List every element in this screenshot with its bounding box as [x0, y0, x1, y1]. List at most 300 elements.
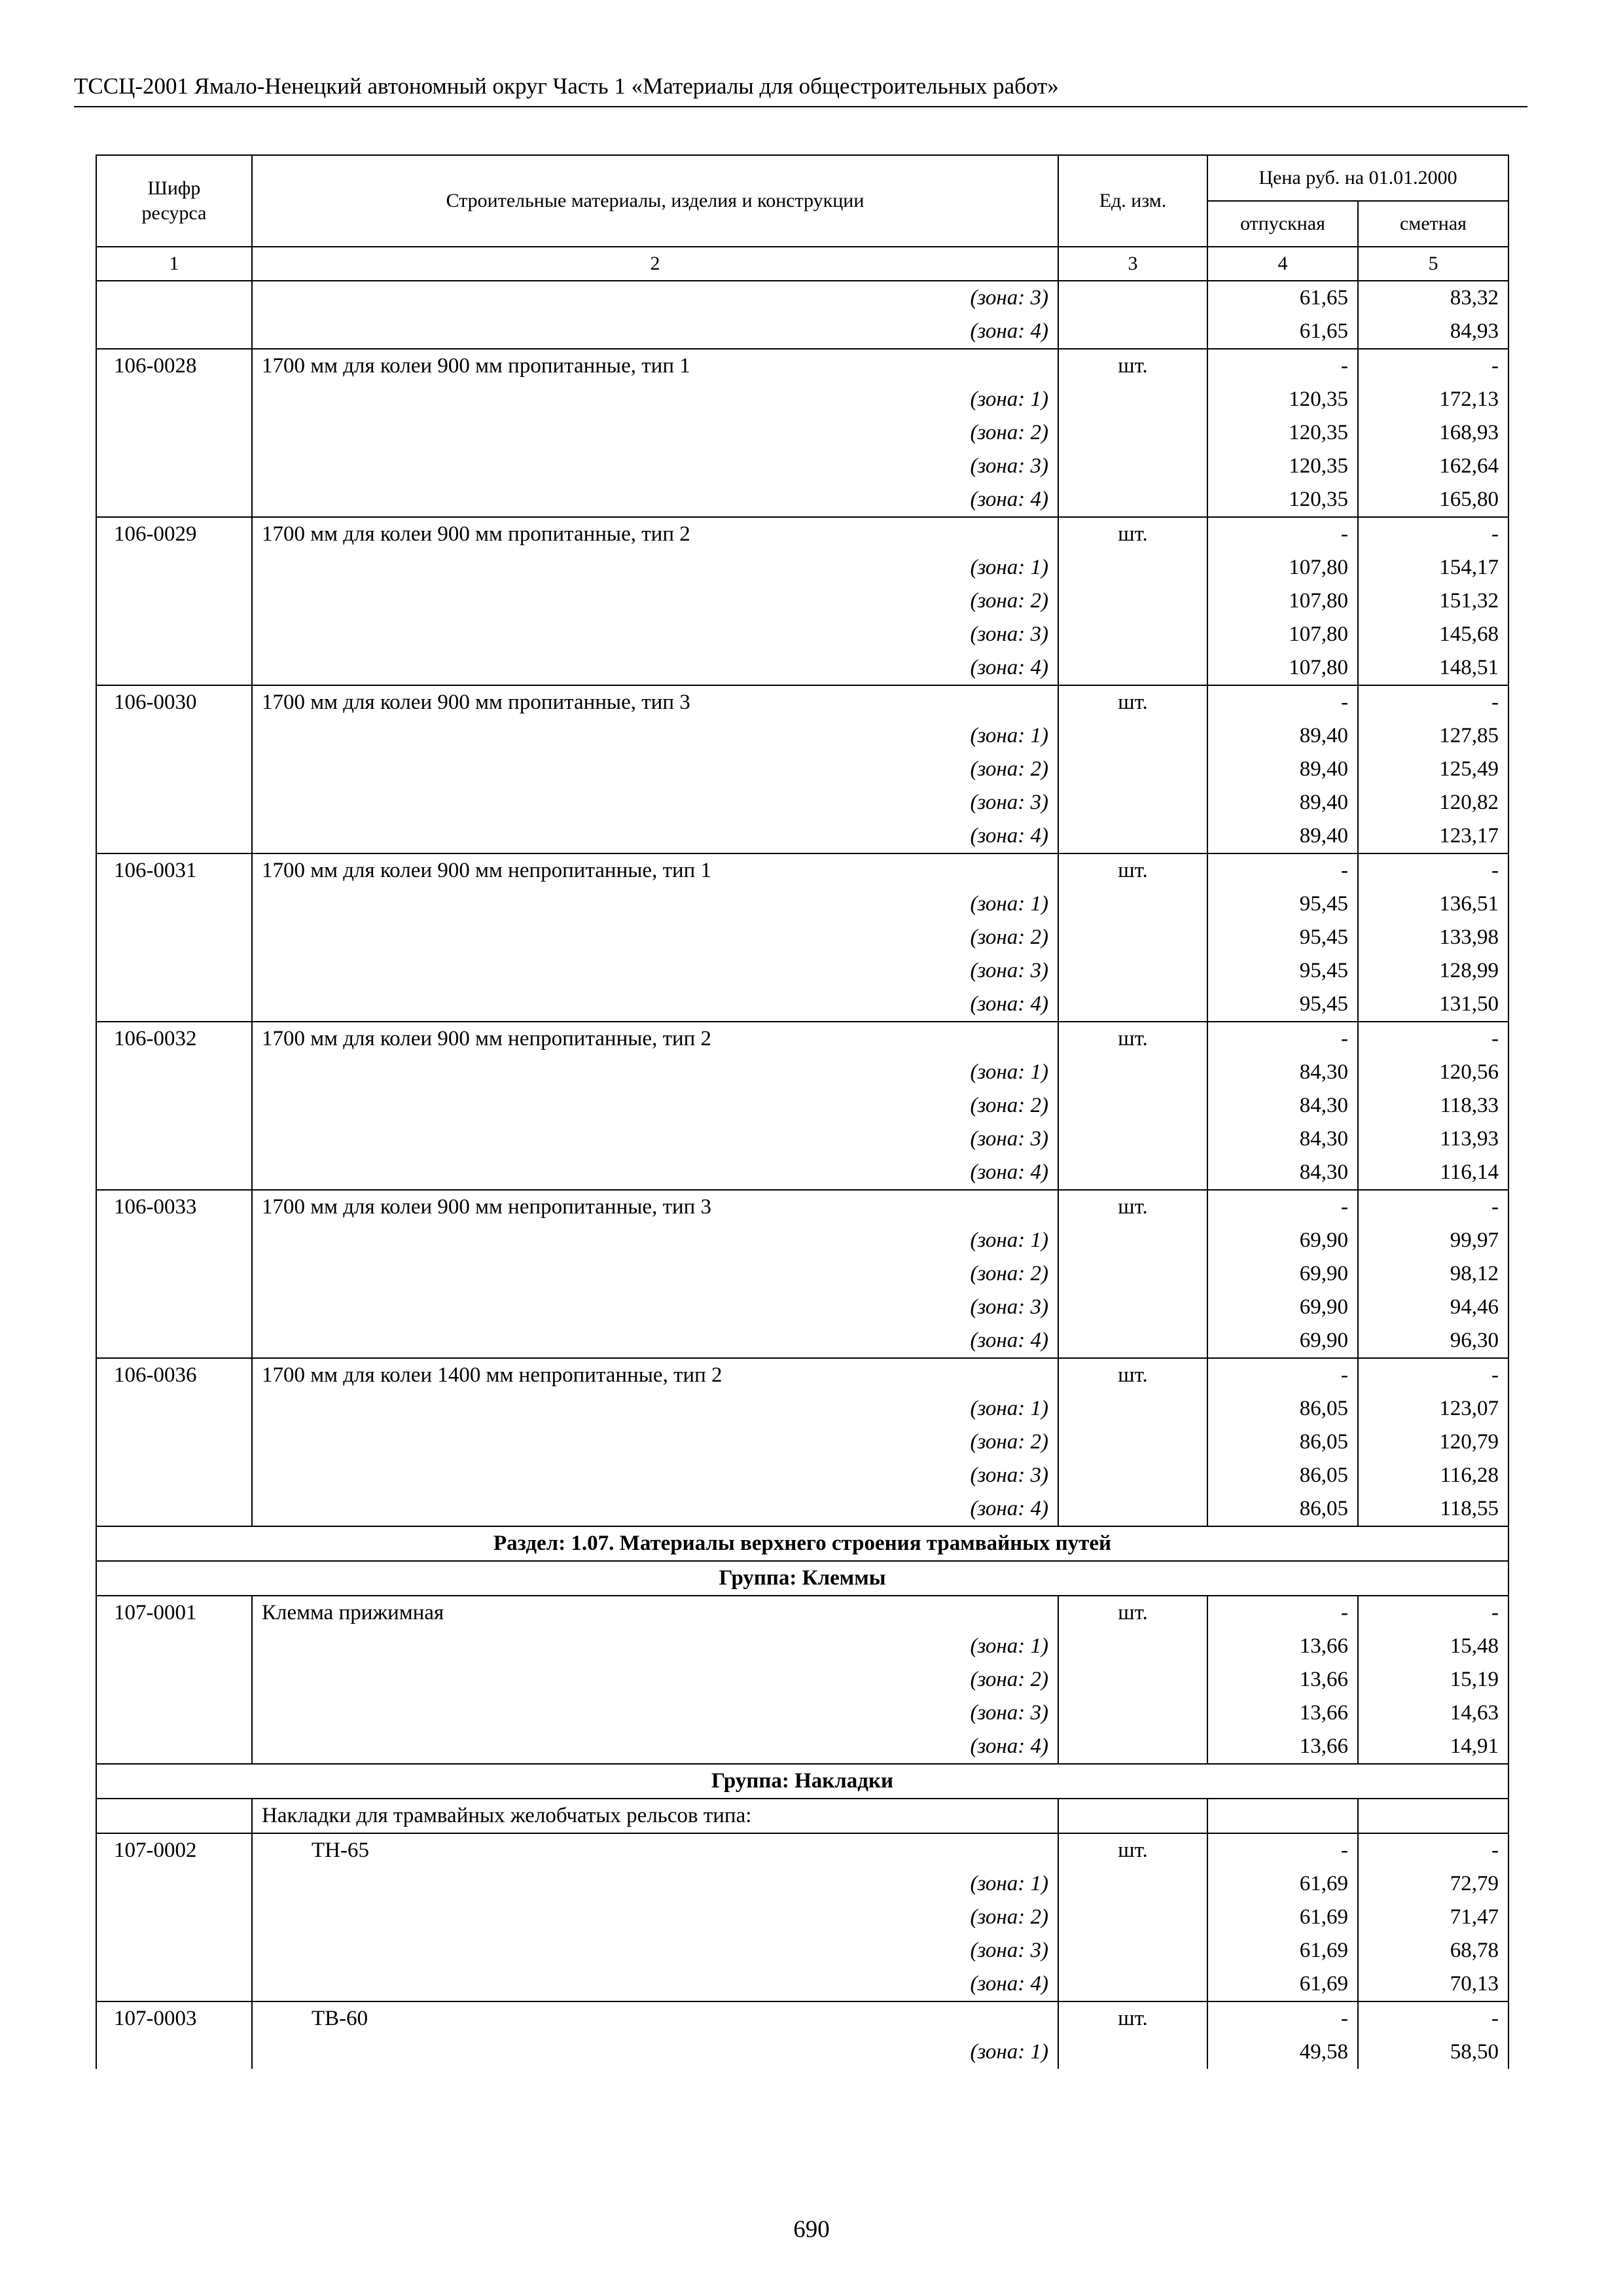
cell-name: 1700 мм для колеи 900 мм пропитанные, тип 1 — [252, 349, 1058, 383]
zone-row — [96, 1630, 1508, 1663]
cell-estimate: 123,07 — [1358, 1392, 1508, 1426]
cell-estimate: 68,78 — [1358, 1934, 1508, 1967]
cell-zone: (зона: 4) — [252, 315, 1058, 349]
cell-zone: (зона: 4) — [252, 1324, 1058, 1358]
zone-row — [96, 618, 1508, 651]
cell-name: ТН-65 — [252, 1833, 1058, 1867]
section-heading-row — [96, 1526, 1508, 1561]
cell-code — [96, 1696, 252, 1730]
zone-row — [96, 1056, 1508, 1089]
cell-unit — [1058, 383, 1207, 416]
cell-zone: (зона: 4) — [252, 1967, 1058, 2001]
zone-row — [96, 921, 1508, 954]
cell-code — [96, 1089, 252, 1122]
cell-unit — [1058, 618, 1207, 651]
cell-estimate: 151,32 — [1358, 584, 1508, 618]
cell-code — [96, 753, 252, 786]
cell-code — [96, 584, 252, 618]
cell-name: 1700 мм для колеи 900 мм непропитанные, тип 1 — [252, 853, 1058, 888]
cell-unit: шт. — [1058, 2001, 1207, 2036]
cell-estimate: 162,64 — [1358, 450, 1508, 483]
cell-code — [96, 1967, 252, 2001]
zone-row — [96, 1967, 1508, 2001]
cell-unit — [1058, 1492, 1207, 1526]
cell-zone: (зона: 2) — [252, 1901, 1058, 1934]
cell-zone: (зона: 3) — [252, 786, 1058, 819]
cell-release: 120,35 — [1207, 450, 1358, 483]
cell-unit — [1058, 1324, 1207, 1358]
cell-estimate: - — [1358, 1358, 1508, 1392]
cell-estimate — [1358, 1799, 1508, 1833]
cell-release: 89,40 — [1207, 819, 1358, 853]
cell-code — [96, 1291, 252, 1324]
cell-release: - — [1207, 1833, 1358, 1867]
cell-zone: (зона: 2) — [252, 416, 1058, 450]
cell-zone: (зона: 1) — [252, 383, 1058, 416]
zone-row — [96, 2036, 1508, 2069]
cell-unit: шт. — [1058, 853, 1207, 888]
cell-code: 106-0031 — [96, 853, 252, 888]
cell-name: 1700 мм для колеи 900 мм непропитанные, тип 3 — [252, 1190, 1058, 1224]
cell-estimate: - — [1358, 1833, 1508, 1867]
cell-release: - — [1207, 853, 1358, 888]
cell-unit: шт. — [1058, 1833, 1207, 1867]
cell-estimate: 120,82 — [1358, 786, 1508, 819]
cell-release: 84,30 — [1207, 1122, 1358, 1156]
cell-zone: (зона: 4) — [252, 819, 1058, 853]
cell-unit — [1058, 483, 1207, 517]
cell-release: 86,05 — [1207, 1459, 1358, 1492]
zone-row — [96, 450, 1508, 483]
cell-release: 95,45 — [1207, 988, 1358, 1022]
cell-unit — [1058, 921, 1207, 954]
cell-unit — [1058, 1156, 1207, 1190]
cell-zone: (зона: 3) — [252, 1696, 1058, 1730]
zone-row — [96, 281, 1508, 315]
zone-row — [96, 819, 1508, 853]
zone-row — [96, 416, 1508, 450]
cell-unit — [1058, 988, 1207, 1022]
cell-estimate: - — [1358, 685, 1508, 719]
cell-estimate: 154,17 — [1358, 551, 1508, 584]
cell-release: 89,40 — [1207, 719, 1358, 753]
cell-code — [96, 1799, 252, 1833]
zone-row — [96, 1122, 1508, 1156]
cell-unit: шт. — [1058, 685, 1207, 719]
cell-unit: шт. — [1058, 1022, 1207, 1056]
cell-release: 107,80 — [1207, 551, 1358, 584]
cell-zone: (зона: 4) — [252, 988, 1058, 1022]
zone-row — [96, 1867, 1508, 1901]
cell-note: Накладки для трамвайных желобчатых рельсов типа: — [252, 1799, 1058, 1833]
cell-unit — [1058, 1967, 1207, 2001]
cell-name: 1700 мм для колеи 900 мм пропитанные, тип 2 — [252, 517, 1058, 551]
cell-unit — [1058, 1696, 1207, 1730]
cell-release: 61,69 — [1207, 1901, 1358, 1934]
cell-zone: (зона: 2) — [252, 753, 1058, 786]
cell-release: 61,69 — [1207, 1967, 1358, 2001]
cell-code — [96, 921, 252, 954]
col-header-price: Цена руб. на 01.01.2000 — [1207, 155, 1508, 201]
cell-release: 69,90 — [1207, 1224, 1358, 1257]
cell-estimate: 14,91 — [1358, 1730, 1508, 1764]
col-header-release: отпускная — [1207, 201, 1358, 247]
cell-estimate: 128,99 — [1358, 954, 1508, 988]
cell-estimate: - — [1358, 517, 1508, 551]
cell-zone: (зона: 2) — [252, 921, 1058, 954]
cell-code — [96, 888, 252, 921]
cell-release: 13,66 — [1207, 1630, 1358, 1663]
cell-release: 89,40 — [1207, 753, 1358, 786]
cell-estimate: 84,93 — [1358, 315, 1508, 349]
cell-code — [96, 416, 252, 450]
note-row — [96, 1799, 1508, 1833]
table-row — [96, 517, 1508, 551]
cell-zone: (зона: 2) — [252, 1089, 1058, 1122]
cell-release: 61,65 — [1207, 281, 1358, 315]
table-row — [96, 1596, 1508, 1630]
cell-unit: шт. — [1058, 1596, 1207, 1630]
cell-estimate: 14,63 — [1358, 1696, 1508, 1730]
cell-zone: (зона: 1) — [252, 1867, 1058, 1901]
col-header-code: Шифр ресурса — [96, 155, 252, 247]
zone-row — [96, 719, 1508, 753]
cell-estimate: - — [1358, 1022, 1508, 1056]
cell-estimate: 58,50 — [1358, 2036, 1508, 2069]
cell-unit — [1058, 1630, 1207, 1663]
zone-row — [96, 1934, 1508, 1967]
table-row — [96, 1022, 1508, 1056]
cell-code — [96, 1426, 252, 1459]
zone-row — [96, 1459, 1508, 1492]
cell-release: - — [1207, 1022, 1358, 1056]
cell-zone: (зона: 3) — [252, 1934, 1058, 1967]
cell-zone: (зона: 1) — [252, 2036, 1058, 2069]
cell-unit — [1058, 1867, 1207, 1901]
cell-release: 61,65 — [1207, 315, 1358, 349]
cell-unit — [1058, 315, 1207, 349]
cell-unit — [1058, 1224, 1207, 1257]
cell-code — [96, 551, 252, 584]
cell-estimate: 83,32 — [1358, 281, 1508, 315]
zone-row — [96, 753, 1508, 786]
table-row — [96, 1358, 1508, 1392]
cell-code — [96, 1459, 252, 1492]
cell-unit — [1058, 1730, 1207, 1764]
cell-code — [96, 483, 252, 517]
cell-name: Клемма прижимная — [252, 1596, 1058, 1630]
cell-code — [96, 1492, 252, 1526]
cell-code: 107-0001 — [96, 1596, 252, 1630]
cell-unit — [1058, 1089, 1207, 1122]
cell-release: 120,35 — [1207, 483, 1358, 517]
cell-release: 107,80 — [1207, 651, 1358, 685]
price-table — [96, 154, 1509, 2069]
cell-release: 69,90 — [1207, 1324, 1358, 1358]
cell-zone: (зона: 3) — [252, 281, 1058, 315]
cell-estimate: 98,12 — [1358, 1257, 1508, 1291]
col-header-estimate: сметная — [1358, 201, 1508, 247]
zone-row — [96, 1901, 1508, 1934]
cell-release: 120,35 — [1207, 383, 1358, 416]
cell-release: 61,69 — [1207, 1867, 1358, 1901]
cell-release: 84,30 — [1207, 1156, 1358, 1190]
zone-row — [96, 888, 1508, 921]
cell-zone: (зона: 4) — [252, 483, 1058, 517]
cell-release: 86,05 — [1207, 1492, 1358, 1526]
cell-code — [96, 1663, 252, 1696]
cell-code — [96, 954, 252, 988]
cell-unit — [1058, 1426, 1207, 1459]
cell-zone: (зона: 3) — [252, 1291, 1058, 1324]
cell-zone: (зона: 4) — [252, 651, 1058, 685]
cell-code — [96, 1867, 252, 1901]
cell-estimate: 99,97 — [1358, 1224, 1508, 1257]
cell-unit — [1058, 1392, 1207, 1426]
zone-row — [96, 1291, 1508, 1324]
cell-code — [96, 1056, 252, 1089]
cell-zone: (зона: 3) — [252, 954, 1058, 988]
table-row — [96, 349, 1508, 383]
cell-unit — [1058, 584, 1207, 618]
cell-unit — [1058, 2036, 1207, 2069]
cell-unit — [1058, 1257, 1207, 1291]
cell-unit: шт. — [1058, 517, 1207, 551]
cell-release: 13,66 — [1207, 1663, 1358, 1696]
cell-code: 106-0028 — [96, 349, 252, 383]
cell-code — [96, 1901, 252, 1934]
cell-code: 107-0003 — [96, 2001, 252, 2036]
cell-code — [96, 450, 252, 483]
group-heading: Группа: Клеммы — [96, 1561, 1508, 1596]
cell-code: 106-0030 — [96, 685, 252, 719]
cell-release: 69,90 — [1207, 1291, 1358, 1324]
cell-unit — [1058, 1901, 1207, 1934]
cell-release: 107,80 — [1207, 584, 1358, 618]
table-row — [96, 685, 1508, 719]
cell-estimate: 96,30 — [1358, 1324, 1508, 1358]
cell-estimate: 168,93 — [1358, 416, 1508, 450]
cell-code — [96, 1730, 252, 1764]
zone-row — [96, 483, 1508, 517]
cell-zone: (зона: 4) — [252, 1156, 1058, 1190]
cell-code — [96, 618, 252, 651]
cell-zone: (зона: 3) — [252, 1122, 1058, 1156]
col-num-4: 4 — [1207, 247, 1358, 281]
cell-code — [96, 315, 252, 349]
cell-estimate: 70,13 — [1358, 1967, 1508, 2001]
cell-zone: (зона: 3) — [252, 450, 1058, 483]
cell-unit — [1058, 753, 1207, 786]
cell-estimate: 123,17 — [1358, 819, 1508, 853]
table-body — [96, 281, 1508, 2069]
cell-estimate: - — [1358, 349, 1508, 383]
cell-unit: шт. — [1058, 1190, 1207, 1224]
cell-unit — [1058, 450, 1207, 483]
group-heading: Группа: Накладки — [96, 1764, 1508, 1799]
cell-code — [96, 1224, 252, 1257]
group-heading-row — [96, 1764, 1508, 1799]
cell-zone: (зона: 1) — [252, 1392, 1058, 1426]
cell-estimate: 72,79 — [1358, 1867, 1508, 1901]
cell-release: 120,35 — [1207, 416, 1358, 450]
cell-zone: (зона: 4) — [252, 1730, 1058, 1764]
cell-name: 1700 мм для колеи 900 мм пропитанные, тип 3 — [252, 685, 1058, 719]
cell-zone: (зона: 4) — [252, 1492, 1058, 1526]
cell-zone: (зона: 2) — [252, 1257, 1058, 1291]
cell-code — [96, 786, 252, 819]
cell-zone: (зона: 2) — [252, 1426, 1058, 1459]
zone-row — [96, 1392, 1508, 1426]
cell-code — [96, 383, 252, 416]
cell-release: 95,45 — [1207, 954, 1358, 988]
cell-name: 1700 мм для колеи 900 мм непропитанные, тип 2 — [252, 1022, 1058, 1056]
cell-code — [96, 1934, 252, 1967]
cell-estimate: - — [1358, 1596, 1508, 1630]
cell-estimate: 15,48 — [1358, 1630, 1508, 1663]
zone-row — [96, 1324, 1508, 1358]
col-num-2: 2 — [252, 247, 1058, 281]
zone-row — [96, 1089, 1508, 1122]
cell-estimate: 116,14 — [1358, 1156, 1508, 1190]
cell-release: 84,30 — [1207, 1089, 1358, 1122]
cell-code — [96, 281, 252, 315]
section-heading: Раздел: 1.07. Материалы верхнего строения трамвайных путей — [96, 1526, 1508, 1561]
cell-estimate: 133,98 — [1358, 921, 1508, 954]
cell-estimate: 116,28 — [1358, 1459, 1508, 1492]
cell-release: - — [1207, 1596, 1358, 1630]
cell-estimate: 120,79 — [1358, 1426, 1508, 1459]
cell-estimate: 94,46 — [1358, 1291, 1508, 1324]
cell-release: 89,40 — [1207, 786, 1358, 819]
cell-code — [96, 1630, 252, 1663]
col-header-name: Строительные материалы, изделия и конструкции — [252, 155, 1058, 247]
cell-unit — [1058, 719, 1207, 753]
cell-unit — [1058, 281, 1207, 315]
cell-release: - — [1207, 685, 1358, 719]
cell-unit — [1058, 888, 1207, 921]
cell-estimate: 148,51 — [1358, 651, 1508, 685]
col-header-unit: Ед. изм. — [1058, 155, 1207, 247]
zone-row — [96, 315, 1508, 349]
zone-row — [96, 988, 1508, 1022]
cell-unit — [1058, 786, 1207, 819]
cell-code — [96, 819, 252, 853]
cell-unit — [1058, 416, 1207, 450]
cell-release: 69,90 — [1207, 1257, 1358, 1291]
running-header: ТССЦ-2001 Ямало-Ненецкий автономный округ Часть 1 «Материалы для общестроительных работ» — [74, 73, 1059, 99]
cell-estimate: 136,51 — [1358, 888, 1508, 921]
cell-zone: (зона: 3) — [252, 1459, 1058, 1492]
cell-release: 95,45 — [1207, 888, 1358, 921]
cell-zone: (зона: 3) — [252, 618, 1058, 651]
cell-release: 107,80 — [1207, 618, 1358, 651]
table-row — [96, 1190, 1508, 1224]
cell-code — [96, 1122, 252, 1156]
cell-code — [96, 1156, 252, 1190]
cell-zone: (зона: 1) — [252, 719, 1058, 753]
col-num-3: 3 — [1058, 247, 1207, 281]
group-heading-row — [96, 1561, 1508, 1596]
cell-unit — [1058, 954, 1207, 988]
cell-zone: (зона: 2) — [252, 1663, 1058, 1696]
cell-estimate: 118,33 — [1358, 1089, 1508, 1122]
cell-estimate: - — [1358, 1190, 1508, 1224]
cell-code: 107-0002 — [96, 1833, 252, 1867]
cell-estimate: - — [1358, 2001, 1508, 2036]
zone-row — [96, 954, 1508, 988]
table-row — [96, 1833, 1508, 1867]
zone-row — [96, 786, 1508, 819]
cell-estimate: 131,50 — [1358, 988, 1508, 1022]
cell-code: 106-0036 — [96, 1358, 252, 1392]
cell-release: 84,30 — [1207, 1056, 1358, 1089]
cell-unit — [1058, 1663, 1207, 1696]
cell-release: 95,45 — [1207, 921, 1358, 954]
cell-code: 106-0033 — [96, 1190, 252, 1224]
zone-row — [96, 1696, 1508, 1730]
cell-unit — [1058, 1799, 1207, 1833]
cell-code — [96, 651, 252, 685]
cell-estimate: 172,13 — [1358, 383, 1508, 416]
cell-zone: (зона: 1) — [252, 1224, 1058, 1257]
cell-code: 106-0029 — [96, 517, 252, 551]
cell-code — [96, 1392, 252, 1426]
cell-unit — [1058, 551, 1207, 584]
cell-unit — [1058, 651, 1207, 685]
zone-row — [96, 651, 1508, 685]
cell-unit — [1058, 1291, 1207, 1324]
zone-row — [96, 1663, 1508, 1696]
col-num-5: 5 — [1358, 247, 1508, 281]
zone-row — [96, 1426, 1508, 1459]
cell-code — [96, 1324, 252, 1358]
cell-release: - — [1207, 517, 1358, 551]
cell-code — [96, 2036, 252, 2069]
cell-release: 61,69 — [1207, 1934, 1358, 1967]
table-row — [96, 2001, 1508, 2036]
cell-estimate: 127,85 — [1358, 719, 1508, 753]
cell-zone: (зона: 1) — [252, 888, 1058, 921]
col-num-1: 1 — [96, 247, 252, 281]
cell-code — [96, 1257, 252, 1291]
cell-release: - — [1207, 1358, 1358, 1392]
cell-zone: (зона: 1) — [252, 551, 1058, 584]
cell-release: 49,58 — [1207, 2036, 1358, 2069]
cell-unit — [1058, 1056, 1207, 1089]
cell-estimate: 118,55 — [1358, 1492, 1508, 1526]
cell-name: 1700 мм для колеи 1400 мм непропитанные, тип 2 — [252, 1358, 1058, 1392]
cell-release: 86,05 — [1207, 1426, 1358, 1459]
cell-estimate: 71,47 — [1358, 1901, 1508, 1934]
cell-estimate: 165,80 — [1358, 483, 1508, 517]
cell-release: - — [1207, 1190, 1358, 1224]
cell-unit — [1058, 1934, 1207, 1967]
page-number: 690 — [793, 2216, 830, 2243]
cell-release: 86,05 — [1207, 1392, 1358, 1426]
cell-unit: шт. — [1058, 349, 1207, 383]
cell-release — [1207, 1799, 1358, 1833]
cell-name: ТВ-60 — [252, 2001, 1058, 2036]
zone-row — [96, 584, 1508, 618]
cell-release: - — [1207, 349, 1358, 383]
cell-code: 106-0032 — [96, 1022, 252, 1056]
cell-estimate: 145,68 — [1358, 618, 1508, 651]
zone-row — [96, 383, 1508, 416]
cell-estimate: - — [1358, 853, 1508, 888]
zone-row — [96, 1492, 1508, 1526]
cell-code — [96, 719, 252, 753]
